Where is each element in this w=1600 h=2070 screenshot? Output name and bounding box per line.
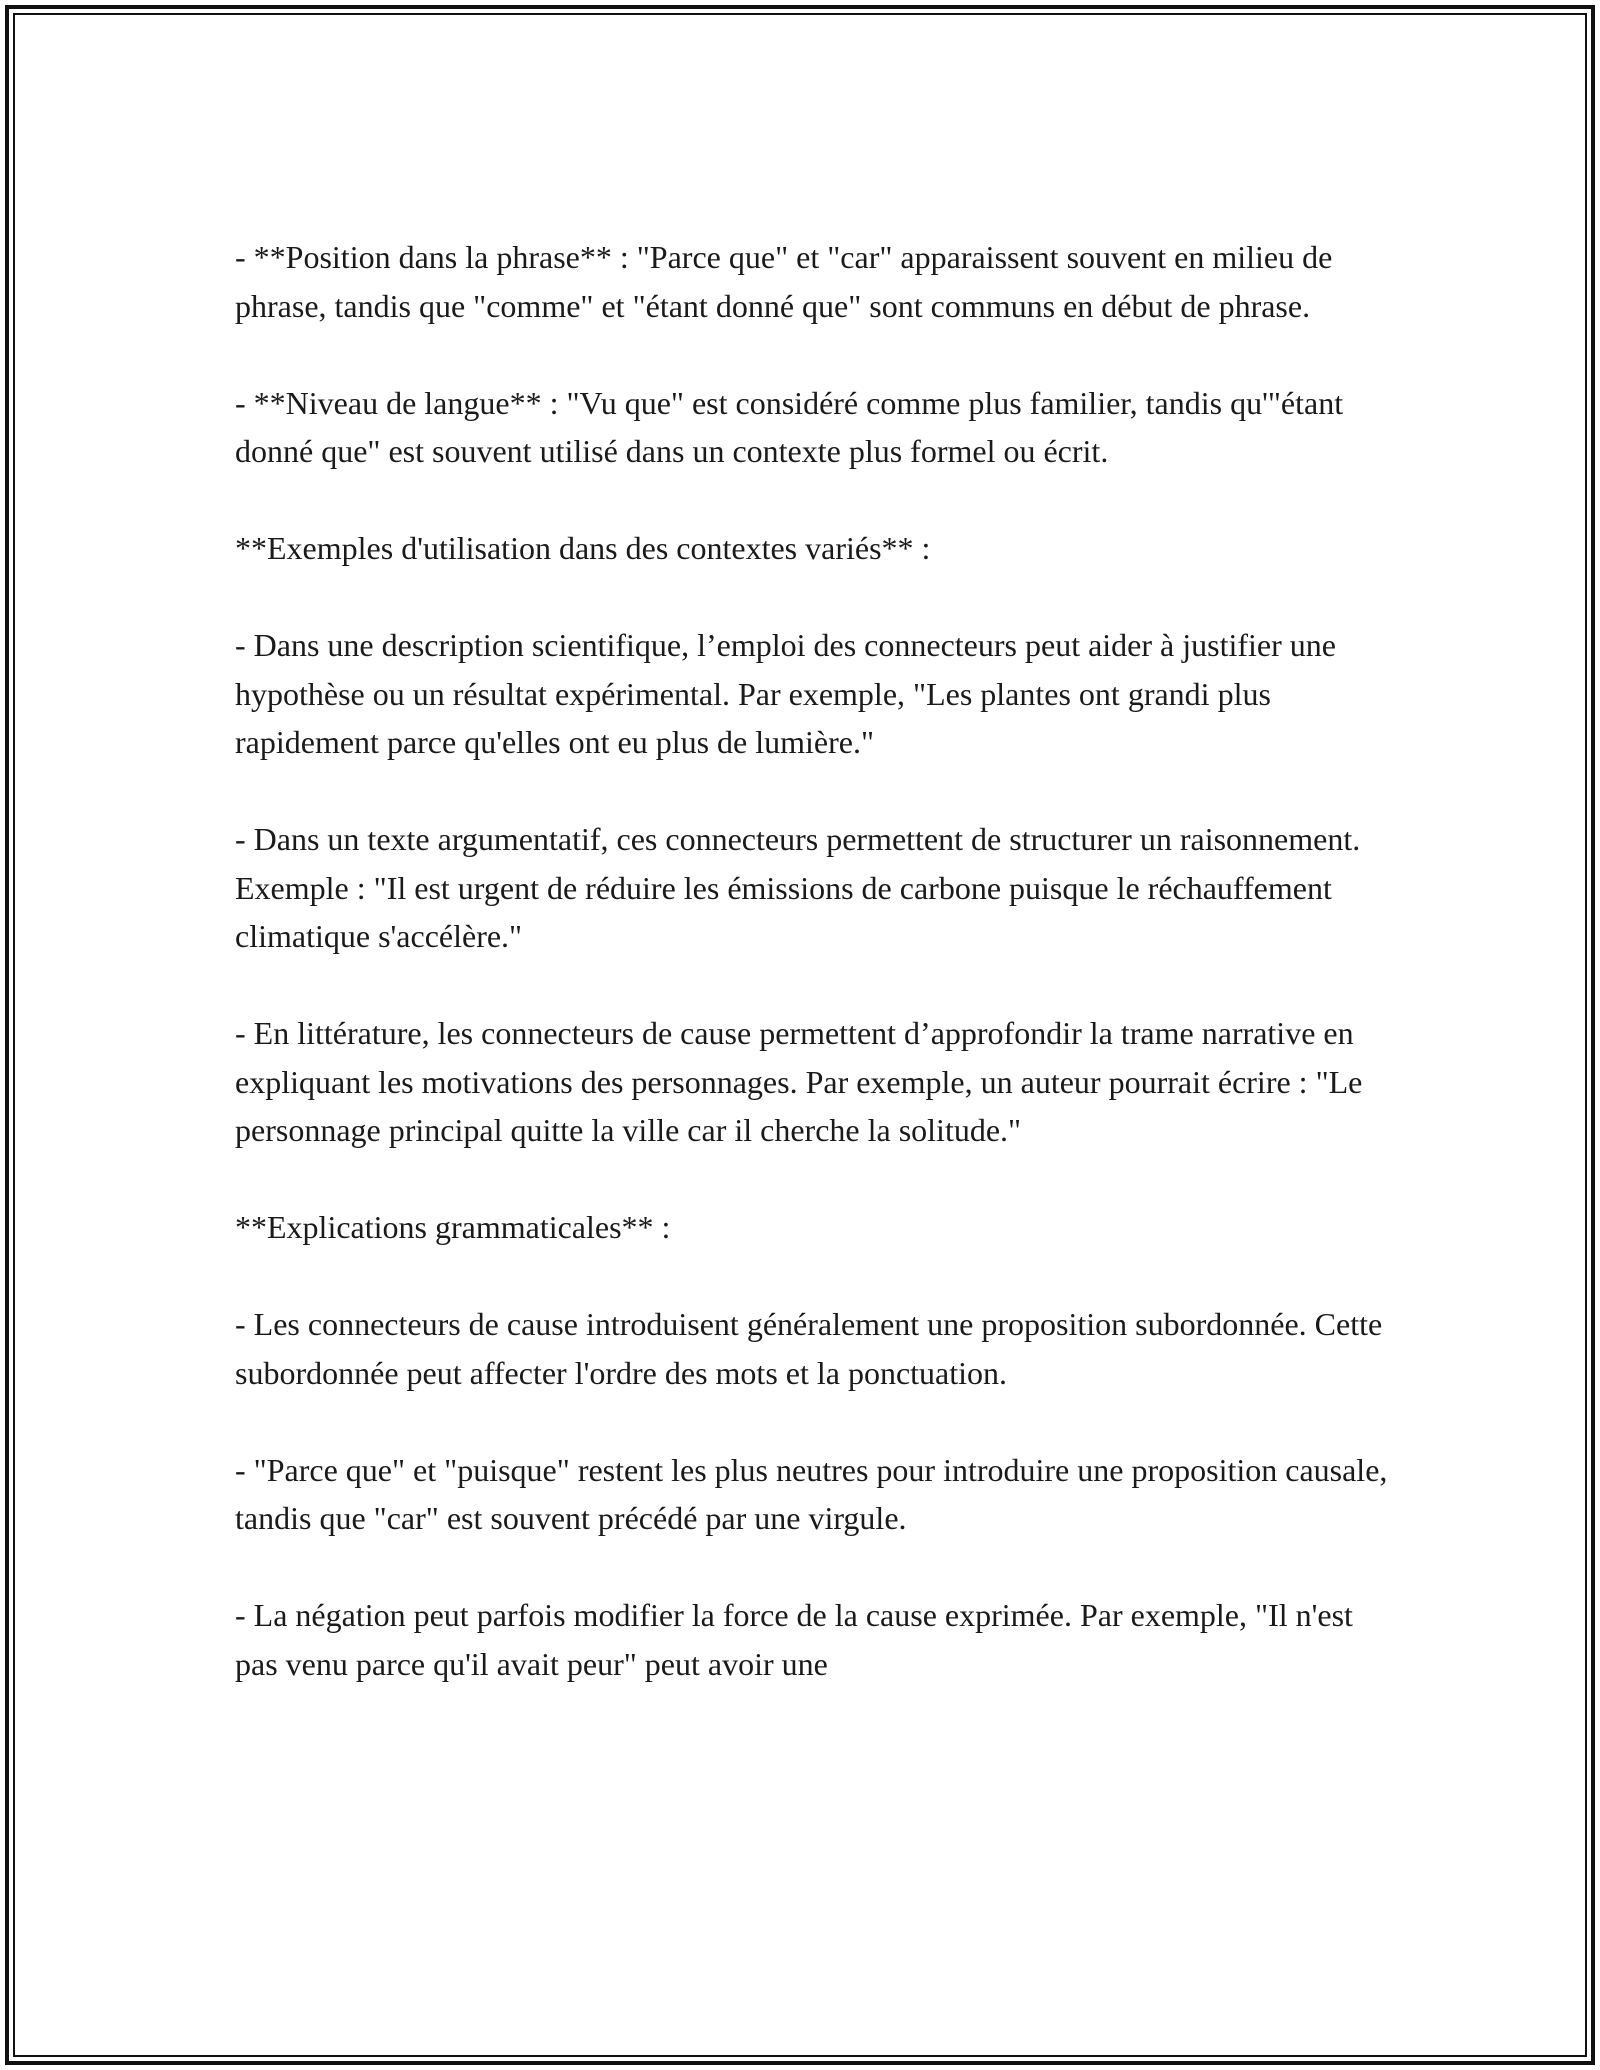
paragraph-negation: - La négation peut parfois modifier la force de la cause exprimée. Par exemple, "Il n'est pas venu parce qu'il avait peur" peut avoir une [235, 1597, 1353, 1682]
paragraph-exemple-litterature: - En littérature, les connecteurs de cause permettent d’approfondir la trame narrative en expliquant les motivations des personnages. Par exemple, un auteur pourrait écrire : "Le personnage principal quitte la ville car il cherche la solitude." [235, 1015, 1363, 1148]
paragraph-parce-que-puisque: - "Parce que" et "puisque" restent les plus neutres pour introduire une proposition causale, tandis que "car" est souvent précédé par une virgule. [235, 1451, 1388, 1536]
paragraph-exemple-scientifique: - Dans une description scientifique, l’emploi des connecteurs peut aider à justifier une hypothèse ou un résultat expérimental. Par exemple, "Les plantes ont grandi plus rapidement parce qu'elles ont eu plus de lumière." [235, 627, 1336, 760]
paragraph-niveau-de-langue: - **Niveau de langue** : "Vu que" est considéré comme plus familier, tandis qu'"étant donné que" est souvent utilisé dans un contexte plus formel ou écrit. [235, 384, 1344, 469]
heading-explications-grammaticales: **Explications grammaticales** : [235, 1209, 671, 1245]
document-body [235, 233, 1395, 1688]
heading-exemples-utilisation: **Exemples d'utilisation dans des contextes variés** : [235, 530, 931, 566]
paragraph-position-dans-la-phrase: - **Position dans la phrase** : "Parce que" et "car" apparaissent souvent en milieu de phrase, tandis que "comme" et "étant donné que" sont communs en début de phrase. [235, 239, 1333, 324]
paragraph-exemple-argumentatif: - Dans un texte argumentatif, ces connecteurs permettent de structurer un raisonnement. Exemple : "Il est urgent de réduire les émissions de carbone puisque le réchauffement climatique s'accélère." [235, 821, 1361, 954]
paragraph-proposition-subordonnee: - Les connecteurs de cause introduisent généralement une proposition subordonnée. Cette subordonnée peut affecter l'ordre des mots et la ponctuation. [235, 1306, 1383, 1391]
